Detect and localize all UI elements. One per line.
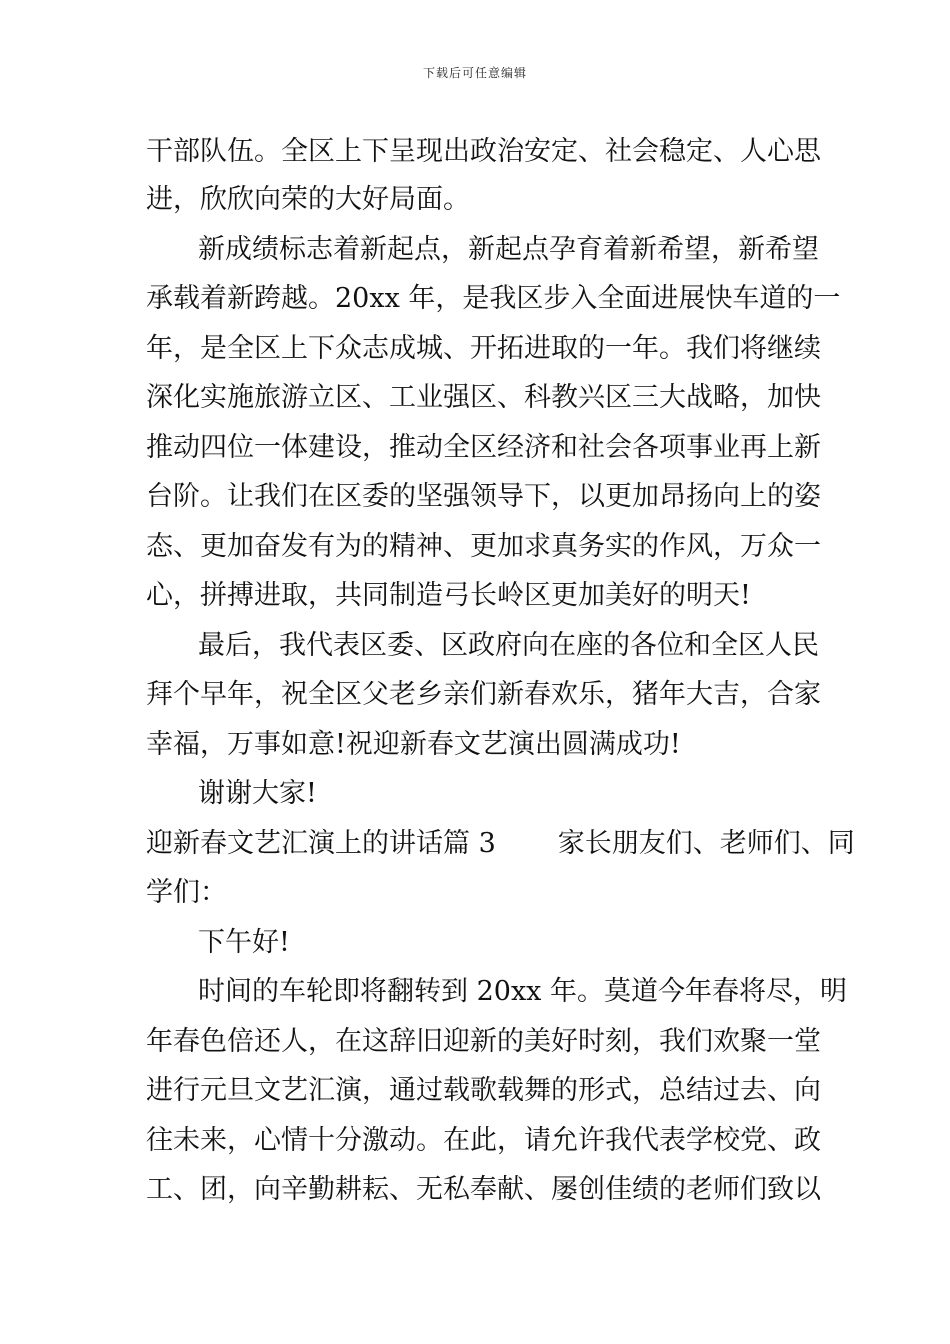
paragraph-line: 承载着新跨越。20xx 年，是我区步入全面进展快车道的一 <box>146 283 841 314</box>
paragraph-line: 心，拼搏进取，共同制造弓长岭区更加美好的明天! <box>146 580 751 611</box>
paragraph-line: 推动四位一体建设，推动全区经济和社会各项事业再上新 <box>146 432 821 463</box>
paragraph-line: 新成绩标志着新起点，新起点孕育着新希望，新希望 <box>198 234 819 265</box>
section-heading-line <box>146 826 855 862</box>
paragraph-line: 幸福，万事如意!祝迎新春文艺演出圆满成功! <box>146 729 681 760</box>
paragraph-line: 年春色倍还人，在这辞旧迎新的美好时刻，我们欢聚一堂 <box>146 1026 821 1057</box>
paragraph-line: 拜个早年，祝全区父老乡亲们新春欢乐，猪年大吉，合家 <box>146 679 821 710</box>
paragraph-line: 进，欣欣向荣的大好局面。 <box>146 184 470 215</box>
paragraph-line: 进行元旦文艺汇演，通过载歌载舞的形式，总结过去、向 <box>146 1075 821 1106</box>
paragraph-line: 台阶。让我们在区委的坚强领导下，以更加昂扬向上的姿 <box>146 481 821 512</box>
paragraph-line: 态、更加奋发有为的精神、更加求真务实的作风，万众一 <box>146 531 821 562</box>
section-title: 迎新春文艺汇演上的讲话篇 3 <box>146 828 496 859</box>
paragraph-line: 深化实施旅游立区、工业强区、科教兴区三大战略，加快 <box>146 382 821 413</box>
paragraph-line: 年，是全区上下众志成城、开拓进取的一年。我们将继续 <box>146 333 821 364</box>
paragraph-line: 谢谢大家! <box>198 778 317 809</box>
page-header: 下载后可任意编辑 <box>422 66 527 80</box>
paragraph-line: 下午好! <box>198 927 290 958</box>
paragraph-line: 时间的车轮即将翻转到 20xx 年。莫道今年春将尽，明 <box>198 976 847 1007</box>
paragraph-line: 干部队伍。全区上下呈现出政治安定、社会稳定、人心思 <box>146 136 821 167</box>
paragraph-line: 学们： <box>146 877 227 908</box>
paragraph-line: 最后，我代表区委、区政府向在座的各位和全区人民 <box>198 630 819 661</box>
section-greeting: 家长朋友们、老师们、同 <box>557 828 855 859</box>
paragraph-line: 往未来，心情十分激动。在此，请允许我代表学校党、政 <box>146 1125 821 1156</box>
paragraph-line: 工、团，向辛勤耕耘、无私奉献、屡创佳绩的老师们致以 <box>146 1174 821 1205</box>
